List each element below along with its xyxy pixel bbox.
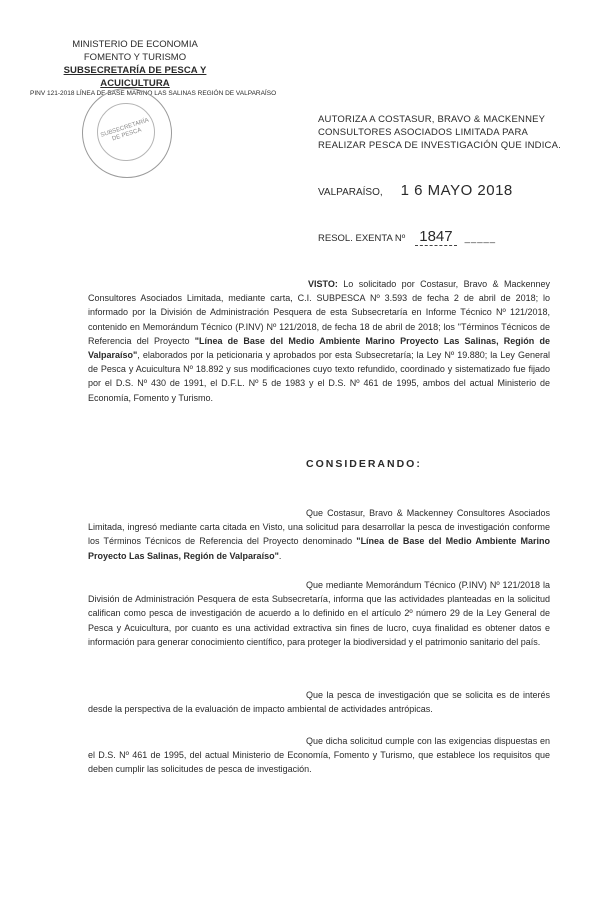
resolution-label: RESOL. EXENTA Nº	[318, 233, 406, 244]
visto-text-a: Lo solicitado por Costasur, Bravo & Mackenney Consultores Asociados Limitada, mediante carta, C.I. SUBPESCA Nº 3.593 de fecha 2 de abril de 2018; lo informado por la División de Administración Pesquera de esta Subsecretaría en Informe Técnico Nº 121/2018, contenido en Memorándum Técnico (P.INV) Nº 121/2018, de fecha 18 de abril de 2018; los "Términos Técnicos de Referencia del Proyecto	[88, 279, 550, 346]
considerando-paragraph-1	[88, 506, 550, 563]
ministry-subname: FOMENTO Y TURISMO	[83, 52, 187, 63]
visto-text-b: , elaborados por la peticionaria y aprobados por esta Subsecretaría; la Ley Nº 19.880; la Ley General de Pesca y Acuicultura Nº 18.892 y sus modificaciones cuyo texto refundido, coordinado y sistematizado fue fijado por el D.S. Nº 430 de 1991, el D.F.L. Nº 5 de 1983 y el D.S. Nº 461 de 1995, ambos del actual Ministerio de Economía, Fomento y Turismo.	[88, 350, 550, 403]
stamp-text: SUBSECRETARÍA DE PESCA	[100, 117, 150, 143]
subsecretaria-name: SUBSECRETARÍA DE PESCA Y ACUICULTURA	[63, 65, 207, 89]
considerando-paragraph-2: Que mediante Memorándum Técnico (P.INV) Nº 121/2018 la División de Administración Pesquera de esta Subsecretaría, informa que las actividades planteadas en la solicitud califican como pesca de investigación de acuerdo a lo definido en el artículo 2º número 29 de la Ley General de Pesca y Acuicultura, por cuanto es una actividad extractiva sin fines de lucro, cuya finalidad es obtener datos e información para generar conocimiento científico, para proteger la biodiversidad y el patrimonio sanitario del país.	[88, 580, 550, 647]
date-line	[318, 182, 513, 199]
file-reference: PINV 121-2018 LÍNEA DE BASE MARINO LAS SALINAS REGIÓN DE VALPARAÍSO	[30, 90, 277, 97]
visto-label: VISTO:	[308, 279, 338, 289]
date-value: 1 6 MAYO 2018	[400, 182, 513, 199]
considerando-heading: CONSIDERANDO:	[306, 458, 422, 470]
resolution-number: 1847	[415, 228, 456, 246]
resolution-subject: AUTORIZA A COSTASUR, BRAVO & MACKENNEY CONSULTORES ASOCIADOS LIMITADA PARA REALIZAR PESCA DE INVESTIGACIÓN QUE INDICA.	[318, 114, 561, 151]
considerando-p1-text-a: Que Costasur, Bravo & Mackenney Consultores Asociados Limitada, ingresó mediante carta citada en Visto, una solicitud para desarrollar la pesca de investigación conforme los Términos Técnicos de Referencia del Proyecto denominado	[88, 508, 550, 547]
considerando-p1-project: "Línea de Base del Medio Ambiente Marino Proyecto Las Salinas, Región de Valparaíso"	[88, 536, 551, 561]
resolution-trail: _____	[464, 233, 497, 244]
considerando-paragraph-4: Que dicha solicitud cumple con las exigencias dispuestas en el D.S. Nº 461 de 1995, del actual Ministerio de Economía, Fomento y Turismo, que establece los requisitos que deben cumplir las solicitudes de pesca de investigación.	[88, 736, 550, 775]
office-stamp	[82, 88, 172, 178]
ministry-name: MINISTERIO DE ECONOMIA	[72, 39, 198, 50]
considerando-paragraph-3: Que la pesca de investigación que se solicita es de interés desde la perspectiva de la evaluación de impacto ambiental de actividades antrópicas.	[88, 690, 550, 715]
visto-paragraph	[88, 277, 550, 405]
resolution-number-line	[318, 228, 496, 246]
considerando-p1-text-b: .	[278, 550, 282, 561]
visto-project-name: "Línea de Base del Medio Ambiente Marino Proyecto Las Salinas, Región de Valparaíso"	[88, 335, 550, 361]
date-place: VALPARAÍSO,	[318, 187, 383, 198]
